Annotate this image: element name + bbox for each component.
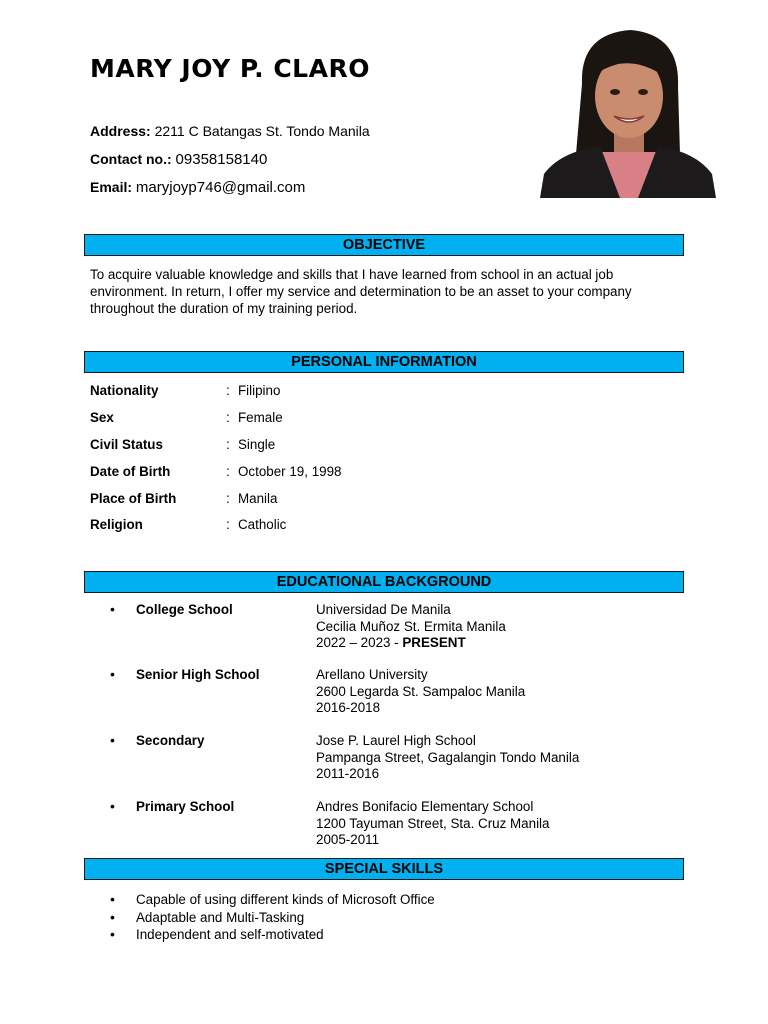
info-value: Female (238, 410, 283, 425)
portrait-image (540, 24, 716, 198)
email-line (90, 179, 305, 196)
resume-name: MARY JOY P. CLARO (90, 54, 370, 83)
education-details (316, 799, 549, 849)
bullet: • (110, 909, 115, 925)
education-details (316, 667, 525, 717)
bullet: • (110, 798, 115, 814)
bullet: • (110, 666, 115, 682)
contact-line (90, 151, 267, 168)
education-level: Primary School (136, 799, 235, 814)
address-value: 2211 C Batangas St. Tondo Manila (154, 123, 370, 139)
school-name: Universidad De Manila (316, 602, 451, 617)
info-colon: : (226, 437, 230, 452)
info-colon: : (226, 491, 230, 506)
section-header-personal-information: PERSONAL INFORMATION (84, 351, 684, 373)
school-name: Andres Bonifacio Elementary School (316, 799, 534, 814)
bullet: • (110, 891, 115, 907)
skill-text: Adaptable and Multi-Tasking (136, 910, 305, 925)
info-value: Catholic (238, 517, 287, 532)
skill-text: Independent and self-motivated (136, 927, 324, 942)
contact-label: Contact no.: (90, 151, 172, 167)
info-label: Sex (90, 410, 114, 425)
school-address: Pampanga Street, Gagalangin Tondo Manila (316, 749, 580, 765)
years-text: 2022 – 2023 - (316, 635, 403, 650)
education-level: Secondary (136, 733, 205, 748)
info-value: Single (238, 437, 276, 452)
info-colon: : (226, 517, 230, 532)
school-address: Cecilia Muñoz St. Ermita Manila (316, 618, 506, 634)
address-line (90, 123, 370, 139)
info-label: Nationality (90, 383, 159, 398)
school-name: Jose P. Laurel High School (316, 733, 476, 748)
school-years: 2011-2016 (316, 766, 380, 781)
info-value: October 19, 1998 (238, 464, 342, 479)
info-label: Civil Status (90, 437, 163, 452)
info-colon: : (226, 383, 230, 398)
school-years: 2016-2018 (316, 700, 381, 715)
education-level: Senior High School (136, 667, 260, 682)
school-years (316, 635, 506, 652)
info-colon: : (226, 464, 230, 479)
skill-text: Capable of using different kinds of Microsoft Office (136, 892, 435, 907)
education-level: College School (136, 602, 233, 617)
info-value: Manila (238, 491, 278, 506)
school-address: 1200 Tayuman Street, Sta. Cruz Manila (316, 815, 550, 831)
email-label: Email: (90, 179, 133, 195)
info-label: Religion (90, 517, 143, 532)
years-present: PRESENT (402, 635, 466, 650)
section-header-educational-background: EDUCATIONAL BACKGROUND (84, 571, 684, 593)
info-colon: : (226, 410, 230, 425)
contact-value: 09358158140 (175, 151, 268, 168)
objective-text: To acquire valuable knowledge and skills that I have learned from school in an actual job environment. In return, I offer my service and determination to be an asset to your company throughout the duration of my training period. (90, 267, 632, 316)
bullet: • (110, 601, 115, 617)
school-address: 2600 Legarda St. Sampaloc Manila (316, 683, 526, 699)
bullet: • (110, 732, 115, 748)
info-label: Place of Birth (90, 491, 177, 506)
education-details (316, 602, 506, 652)
address-label: Address: (90, 123, 151, 139)
profile-photo (540, 24, 716, 198)
bullet: • (110, 926, 115, 942)
school-years: 2005-2011 (316, 832, 380, 847)
email-value: maryjoyp746@gmail.com (135, 179, 306, 196)
info-value: Filipino (238, 383, 281, 398)
section-header-objective: OBJECTIVE (84, 234, 684, 256)
section-header-special-skills: SPECIAL SKILLS (84, 858, 684, 880)
education-details (316, 733, 579, 783)
info-label: Date of Birth (90, 464, 171, 479)
school-name: Arellano University (316, 667, 428, 682)
